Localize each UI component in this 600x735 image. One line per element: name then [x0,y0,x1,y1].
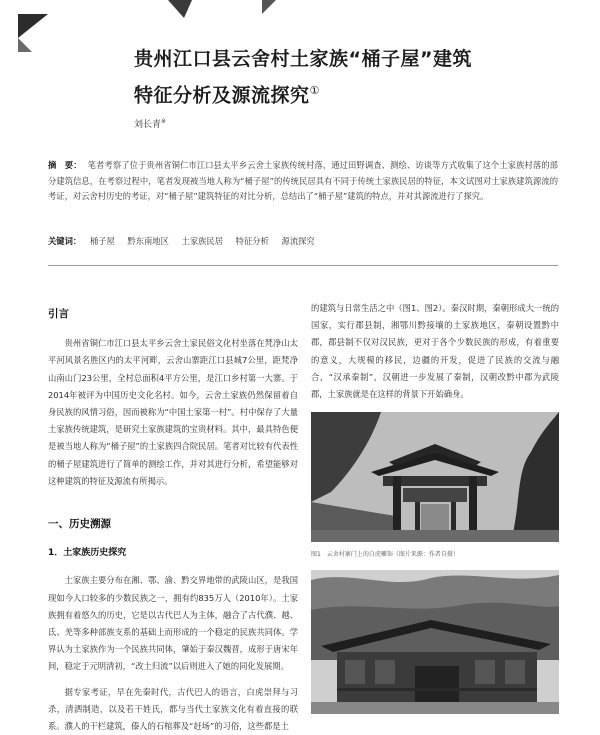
corner-decoration [168,0,192,18]
left-column [48,300,298,735]
title-line-2: 特征分析及源流探究① [134,84,320,107]
intro-paragraph: 贵州省铜仁市江口县太平乡云舍土家民俗文化村坐落在梵净山太平河风景名胜区内的太平河畔，云舍山寨距江口县城7公里，距梵净山南山门23公里，全村总面积4平方公里，是江口乡村第一大寨。于2014年被评为中国历史文化名村。如今，云舍土家族仍然保留着自身民族的风情习俗，因而被称为“中国土家第一村”。村中保存了大量土家族传统建筑，是研究土家族建筑的宝贵材料。其中，最具特色便是被当地人称为“桶子屋”的土家族四合院民居。笔者对比较有代表性的桶子屋建筑进行了简单的测绘工作，并对其进行分析，希望能够对这种建筑的特征及源流有所揭示。 [48,338,298,486]
section-heading: 一、历史溯源 [48,518,111,531]
divider [48,265,558,266]
article-title [134,44,472,111]
keyword: 源流探究 [281,236,315,246]
body-paragraph: 的建筑与日常生活之中（图1、图2）。秦汉时期，秦朝形成大一统的国家，实行郡县制，湘鄂川黔接壤的土家族地区，秦朝设置黔中郡，郡县制不仅对汉民族，更对于各个少数民族的形成，有着重要的意义，大规模的移民，边疆的开发，促进了民族的交流与融合，“汉承秦制”，汉朝进一步发展了秦制，汉朝改黔中郡为武陵郡，土家族就是在这样的背景下开始确身。 [311,303,559,400]
keywords-label: 关键词： [48,236,82,246]
intro-heading: 引言 [48,308,69,320]
subsection-heading: 1．土家族历史探究 [48,548,127,559]
figure-1-photo [311,412,559,542]
abstract [48,158,558,205]
abstract-text: 笔者考察了位于贵州省铜仁市江口县太平乡云舍土家族传统村落，通过田野调查、测绘、访谈等方式收集了这个土家族村落的部分建筑信息，在考察过程中，笔者发现被当地人称为“桶子屋”的传统民居具有不同于传统土家族民居的特征，本文试图对土家族建筑源流的考证，对云舍村历史的考证，对“桶子屋”建筑特征的对比分析，总结出了“桶子屋”建筑的特点，并对其源流进行了探究。 [48,160,558,201]
figure-2-photo [311,570,559,714]
author [134,117,166,130]
author-mark: ※ [161,118,167,125]
corner-decoration [262,0,276,14]
corner-decoration [18,14,48,38]
keyword: 特征分析 [235,236,269,246]
abstract-label: 摘 要： [48,160,82,170]
keyword: 桶子屋 [89,236,115,246]
footnote-marker: ① [309,84,320,97]
right-column [311,300,559,403]
keyword: 土家族民居 [181,236,224,246]
body-paragraph: 据专家考证，早在先秦时代，古代巴人的语言，白虎崇拜与习杀，清洒制造，以及若干姓氏，都与当代土家族文化有着直接的联系。濮人的干栏建筑，傣人的石棺葬及“赶场”的习俗，这些都是土 [48,686,298,732]
figure-1-caption: 图1 云舍村寨门上的白虎雕饰（图片来源：作者自摄） [311,551,459,558]
body-paragraph: 土家族主要分布在湘、鄂、渝、黔交界地带的武陵山区，是我国现如今人口较多的少数民族之一，拥有约835万人（2010年）。土家族拥有着悠久的历史，它是以古代巴人为主体，融合了古代濮、越、氐、羌等多种部族支系的基础上而形成的一个稳定的民族共同体。学界认为土家族作为一个民族共同体，肇始于秦汉魏晋，成形于唐宋年间，稳定于元明清初，“改土归流”以后则进入了她的同化发展期。 [48,575,298,672]
keywords [48,235,325,247]
corner-decoration [18,38,32,52]
keyword: 黔东南地区 [127,236,169,246]
title-line-1: 贵州江口县云舍村土家族“桶子屋”建筑 [134,48,472,70]
author-name: 刘长青 [134,120,162,130]
